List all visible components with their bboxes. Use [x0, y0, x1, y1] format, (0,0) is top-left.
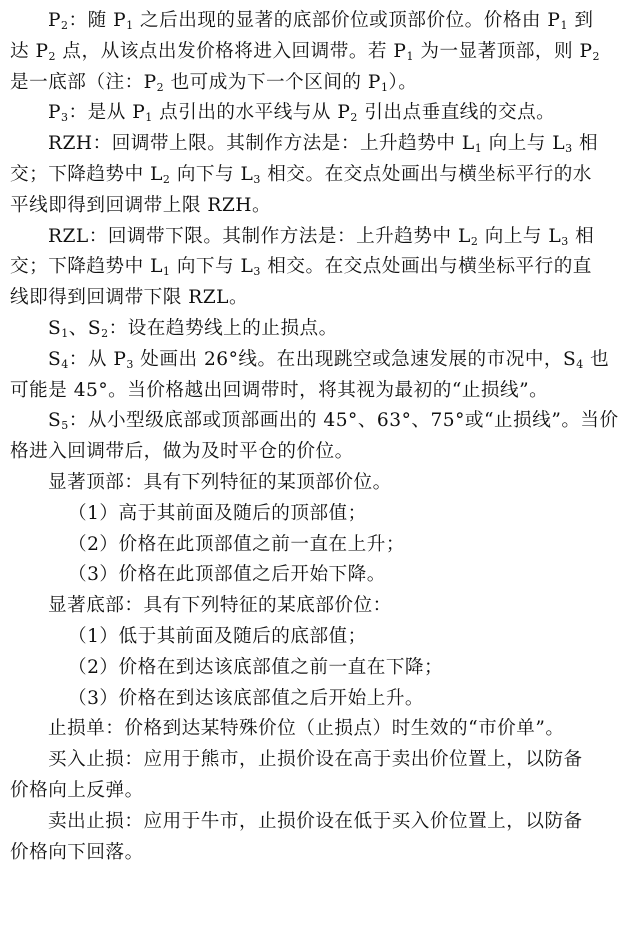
list-item: （3）价格在此顶部值之后开始下降。: [68, 564, 386, 586]
text-line: 是一底部（注：$P_2$ 也可成为下一个区间的 $P_1$）。: [10, 71, 418, 94]
list-item: （2）价格在到达该底部值之前一直在下降；: [68, 656, 444, 678]
text-line: $S_1$、$S_2$：设在趋势线上的止损点。: [48, 317, 338, 340]
text-line: 显著底部：具有下列特征的某底部价位：: [48, 595, 392, 617]
paragraph-p3: [10, 98, 631, 129]
paragraph-rzl: [10, 222, 631, 314]
paragraph-stop-order: [10, 714, 631, 745]
paragraph-s4: [10, 345, 631, 407]
list-item: （1）低于其前面及随后的底部值；: [68, 625, 367, 647]
text-line: RZH：回调带上限。其制作方法是：上升趋势中 $L_1$ 向上与 $L_3$ 相: [48, 133, 599, 156]
text-line: RZL：回调带下限。其制作方法是：上升趋势中 $L_2$ 向上与 $L_3$ 相: [48, 225, 595, 248]
text-line: 显著顶部：具有下列特征的某顶部价位。: [48, 471, 392, 493]
text-line: 可能是 45°。当价格越出回调带时，将其视为最初的“止损线”。: [10, 379, 549, 401]
text-line: $P_3$：是从 $P_1$ 点引出的水平线与从 $P_2$ 引出点垂直线的交点。: [48, 102, 556, 125]
paragraph-sell-stop: [10, 807, 631, 869]
paragraph-significant-bottom: [10, 591, 631, 714]
text-line: 交；下降趋势中 $L_2$ 向下与 $L_3$ 相交。在交点处画出与横坐标平行的水: [10, 163, 592, 186]
text-line: $S_4$：从 $P_3$ 处画出 26°线。在出现跳空或急速发展的市况中，$S_4$ 也: [48, 348, 610, 371]
text-line: 达 $P_2$ 点，从该点出发价格将进入回调带。若 $P_1$ 为一显著顶部，则 $P_2$: [10, 40, 601, 63]
paragraph-buy-stop: [10, 745, 631, 807]
text-line: 卖出止损：应用于牛市，止损价设在低于买入价位置上，以防备: [48, 810, 583, 832]
text-line: $S_5$：从小型级底部或顶部画出的 45°、63°、75°或“止损线”。当价: [48, 410, 619, 433]
paragraph-s1-s2: [10, 314, 631, 345]
text-line: 线即得到回调带下限 RZL。: [10, 287, 249, 309]
text-line: 买入止损：应用于熊市，止损价设在高于卖出价位置上，以防备: [48, 749, 583, 771]
text-line: $P_2$：随 $P_1$ 之后出现的显著的底部价位或顶部价位。价格由 $P_1$ 到: [48, 10, 594, 32]
text-line: 格进入回调带后，做为及时平仓的价位。: [10, 441, 354, 463]
paragraph-s5: [10, 406, 631, 468]
text-line: 交；下降趋势中 $L_1$ 向下与 $L_3$ 相交。在交点处画出与横坐标平行的直: [10, 256, 592, 279]
list-item: （3）价格在到达该底部值之后开始上升。: [68, 687, 425, 709]
list-item: （1）高于其前面及随后的顶部值；: [68, 502, 367, 524]
text-line: 价格向上反弹。: [10, 779, 144, 801]
paragraph-significant-top: [10, 468, 631, 591]
paragraph-p2: [10, 6, 631, 98]
text-line: 平线即得到回调带上限 RZH。: [10, 194, 272, 216]
list-item: （2）价格在此顶部值之前一直在上升；: [68, 533, 405, 555]
text-line: 止损单：价格到达某特殊价位（止损点）时生效的“市价单”。: [48, 718, 565, 740]
text-line: 价格向下回落。: [10, 841, 144, 863]
paragraph-rzh: [10, 129, 631, 221]
